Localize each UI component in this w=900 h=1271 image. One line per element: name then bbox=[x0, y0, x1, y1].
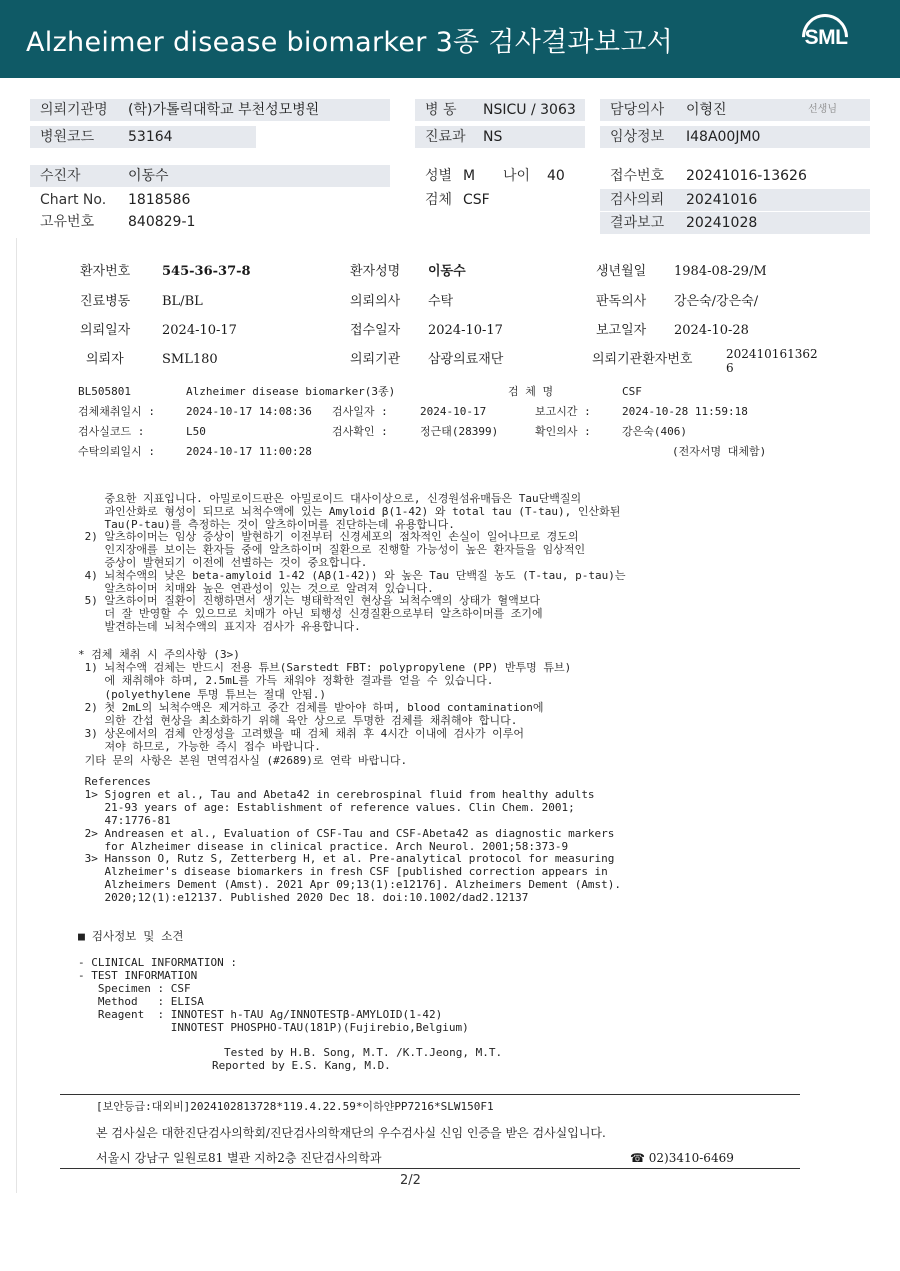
sml-logo: SML bbox=[798, 12, 854, 68]
text-line: 2020;12(1):e12137. Published 2020 Dec 18. doi:10.1002/dad2.12137 bbox=[78, 891, 529, 905]
text-line: 의한 간섭 현상을 최소화하기 위해 육안 상으로 투명한 검체를 채취해야 합니다. bbox=[78, 714, 518, 727]
text-line: 증상이 발현되기 이전에 선별하는 것이 중요합니다. bbox=[78, 556, 368, 569]
label: 접수일자 bbox=[350, 323, 401, 338]
text-line: 2) 알츠하이머는 임상 증상이 발현하기 이전부터 신경세포의 점차적인 손실이 일어나므로 경도의 bbox=[78, 530, 579, 544]
value: 2024-10-17 bbox=[428, 323, 503, 338]
label: 검사실코드 : bbox=[78, 425, 145, 438]
text-line: 인지장애를 보이는 환자들 중에 알츠하이머 질환으로 진행할 가능성이 높은 환자들을 임상적인 bbox=[78, 543, 586, 557]
text-line: Reagent : INNOTEST h-TAU Ag/INNOTESTβ-AMYLOID(1-42) bbox=[78, 1007, 443, 1021]
doctor-field: 담당의사 이형진 선생님 bbox=[600, 99, 870, 121]
hospital-field: 의뢰기관명 (학)가톨릭대학교 부천성모병원 bbox=[30, 99, 390, 121]
clinical-field: 임상정보 I48A00JM0 bbox=[600, 126, 870, 148]
text-line: Alzheimer's disease biomarkers in fresh CSF [published correction appears in bbox=[78, 865, 608, 879]
text-line: 21-93 years of age: Establishment of reference values. Clin Chem. 2001; bbox=[78, 800, 575, 814]
label: 의뢰기관 bbox=[350, 352, 401, 367]
text-line: 기타 문의 사항은 본원 면역검사실 (#2689)로 연락 바랍니다. bbox=[78, 753, 408, 767]
text-line: 중요한 지표입니다. 아밀로이드판은 아밀로이드 대사이상으로, 신경원섬유매듭은 Tau단백질의 bbox=[78, 492, 582, 505]
text-line: Alzheimers Dement (Amst). 2021 Apr 09;13(1):e12176]. Alzheimers Dement (Amst). bbox=[78, 878, 622, 892]
label: 확인의사 : bbox=[535, 425, 591, 438]
label: 보고시간 : bbox=[535, 405, 591, 418]
hospcode-field: 병원코드 53164 bbox=[30, 126, 256, 148]
text-line: Method : ELISA bbox=[78, 994, 204, 1008]
section-title: ■ 검사정보 및 소견 bbox=[78, 929, 184, 943]
label: 의뢰일자 bbox=[80, 323, 131, 338]
value: 202410161362 bbox=[726, 347, 818, 361]
value: 수탁 bbox=[428, 294, 454, 309]
certification-text: 본 검사실은 대한진단검사의학회/진단검사의학재단의 우수검사실 신임 인증을 받은 검사실입니다. bbox=[96, 1126, 606, 1140]
text-line: 4) 뇌척수액의 낮은 beta-amyloid 1-42 (Aβ(1-42)) 와 높은 Tau 단백질 농도 (T-tau, p-tau)는 bbox=[78, 568, 626, 582]
specimen-field: 검체 CSF bbox=[425, 192, 490, 208]
text-line: * 검체 채취 시 주의사항 (3>) bbox=[78, 648, 240, 661]
uid-field: 고유번호 840829-1 bbox=[40, 214, 196, 230]
label: 의뢰의사 bbox=[350, 294, 401, 309]
text-line: 2) 첫 2mL의 뇌척수액은 제거하고 중간 검체를 받아야 하며, blood contamination에 bbox=[78, 700, 544, 714]
value: 2024-10-28 11:59:18 bbox=[622, 405, 748, 418]
test-code: BL505801 bbox=[78, 385, 131, 398]
report-field: 결과보고 20241028 bbox=[600, 212, 870, 234]
esign-note: (전자서명 대체함) bbox=[672, 445, 767, 458]
value: BL/BL bbox=[162, 294, 203, 309]
patient-field: 수진자 이동수 bbox=[30, 165, 390, 187]
value: 2024-10-17 14:08:36 bbox=[186, 405, 312, 418]
text-line: 5) 알츠하이머 질환이 진행하면서 생기는 병태학적인 현상을 뇌척수액의 상태가 혈액보다 bbox=[78, 594, 541, 608]
label: 의뢰자 bbox=[86, 352, 124, 367]
label: 검사일자 : bbox=[332, 405, 388, 418]
value: 545-36-37-8 bbox=[162, 264, 251, 279]
label: 검 체 명 bbox=[508, 385, 554, 398]
value: 2024-10-17 bbox=[162, 323, 237, 338]
value: 2024-10-17 11:00:28 bbox=[186, 445, 312, 458]
value: 1984-08-29/M bbox=[674, 264, 767, 279]
value: 삼광의료재단 bbox=[428, 352, 504, 367]
text-line: 1> Sjogren et al., Tau and Abeta42 in cerebrospinal fluid from healthy adults bbox=[78, 787, 595, 801]
security-line: [보안등급:대외비]2024102813728*119.4.22.59*이하얀PP7216*SLW150F1 bbox=[96, 1100, 494, 1113]
report-header bbox=[0, 0, 900, 78]
text-line: 2> Andreasen et al., Evaluation of CSF-Tau and CSF-Abeta42 as diagnostic markers bbox=[78, 826, 615, 840]
text-line: 3) 상온에서의 검체 안정성을 고려했을 때 검체 채취 후 4시간 이내에 검사가 이루어 bbox=[78, 727, 524, 741]
text-line: 에 채취해야 하며, 2.5mL를 가득 채워야 정확한 결과를 얻을 수 있습니다. bbox=[78, 674, 494, 688]
label: 의뢰기관환자번호 bbox=[592, 352, 693, 367]
label: 환자성명 bbox=[350, 264, 401, 279]
receipt-field: 접수번호 20241016-13626 bbox=[610, 168, 807, 184]
value: SML180 bbox=[162, 352, 218, 367]
text-line: References bbox=[78, 775, 151, 788]
text-line: 과인산화로 형성이 되므로 뇌척수액에 있는 Amyloid β(1-42) 와 total tau (T-tau), 인산화된 bbox=[78, 504, 621, 518]
sex-age-field: 성별 M 나이 40 bbox=[425, 168, 565, 184]
ward-field: 병 동 NSICU / 3063 bbox=[415, 99, 585, 121]
footer-bottom-divider bbox=[60, 1168, 800, 1169]
value: 6 bbox=[726, 361, 734, 375]
text-line: 알츠하이머 치매와 높은 연관성이 있는 것으로 알려져 있습니다. bbox=[78, 581, 434, 595]
phone-text: ☎ 02)3410-6469 bbox=[630, 1151, 734, 1165]
text-line: (polyethylene 투명 튜브는 절대 안됨.) bbox=[78, 687, 326, 701]
value: 2024-10-17 bbox=[420, 405, 487, 418]
text-line: 발견하는데 뇌척수액의 표지자 검사가 유용합니다. bbox=[78, 620, 361, 633]
text-line: for Alzheimer disease in clinical practice. Arch Neurol. 2001;58:373-9 bbox=[78, 839, 569, 853]
label: 진료병동 bbox=[80, 294, 131, 309]
label: 환자번호 bbox=[80, 264, 131, 279]
text-line: INNOTEST PHOSPHO-TAU(181P)(Fujirebio,Belgium) bbox=[78, 1020, 469, 1034]
text-line: 47:1776-81 bbox=[78, 813, 171, 827]
value: 2024-10-28 bbox=[674, 323, 749, 338]
dept-field: 진료과 NS bbox=[415, 126, 585, 148]
label: 보고일자 bbox=[596, 323, 647, 338]
value: 이동수 bbox=[428, 264, 466, 279]
text-line: Tau(P-tau)를 측정하는 것이 알츠하이머를 진단하는데 유용합니다. bbox=[78, 517, 455, 531]
text-line: 3> Hansson O, Rutz S, Zetterberg H, et al. Pre-analytical protocol for measuring bbox=[78, 852, 615, 866]
value: L50 bbox=[186, 425, 206, 438]
test-name: Alzheimer disease biomarker(3종) bbox=[186, 385, 396, 398]
text-line: 1) 뇌척수액 검체는 반드시 전용 튜브(Sarstedt FBT: polypropylene (PP) 반투명 튜브) bbox=[78, 661, 572, 675]
value: 정근태(28399) bbox=[420, 425, 499, 438]
label: 검체채취일시 : bbox=[78, 405, 156, 418]
reported-by: Reported by E.S. Kang, M.D. bbox=[212, 1059, 391, 1072]
page-number: 2/2 bbox=[400, 1173, 421, 1188]
label: 생년월일 bbox=[596, 264, 647, 279]
report-title: Alzheimer disease biomarker 3종 검사결과보고서 bbox=[26, 27, 673, 58]
footer-divider bbox=[60, 1094, 800, 1095]
value: 강은숙(406) bbox=[622, 425, 687, 438]
value: 강은숙/강은숙/ bbox=[674, 294, 759, 309]
text-line: 져야 하므로, 가능한 즉시 접수 바랍니다. bbox=[78, 740, 321, 754]
request-field: 검사의뢰 20241016 bbox=[600, 189, 870, 211]
text-line: Specimen : CSF bbox=[78, 981, 191, 995]
chart-field: Chart No. 1818586 bbox=[40, 192, 191, 208]
text-line: - TEST INFORMATION bbox=[78, 968, 198, 982]
text-line: - CLINICAL INFORMATION : bbox=[78, 956, 237, 969]
label: 수탁의뢰일시 : bbox=[78, 445, 156, 458]
value: CSF bbox=[622, 385, 642, 398]
text-line: 더 잘 반영할 수 있으므로 치매가 아닌 퇴행성 신경질환으로부터 알츠하이머를 조기에 bbox=[78, 607, 543, 621]
label: 판독의사 bbox=[596, 294, 647, 309]
label: 검사확인 : bbox=[332, 425, 388, 438]
address-text: 서울시 강남구 일원로81 별관 지하2층 진단검사의학과 bbox=[96, 1151, 382, 1165]
tested-by: Tested by H.B. Song, M.T. /K.T.Jeong, M.T. bbox=[224, 1046, 503, 1059]
